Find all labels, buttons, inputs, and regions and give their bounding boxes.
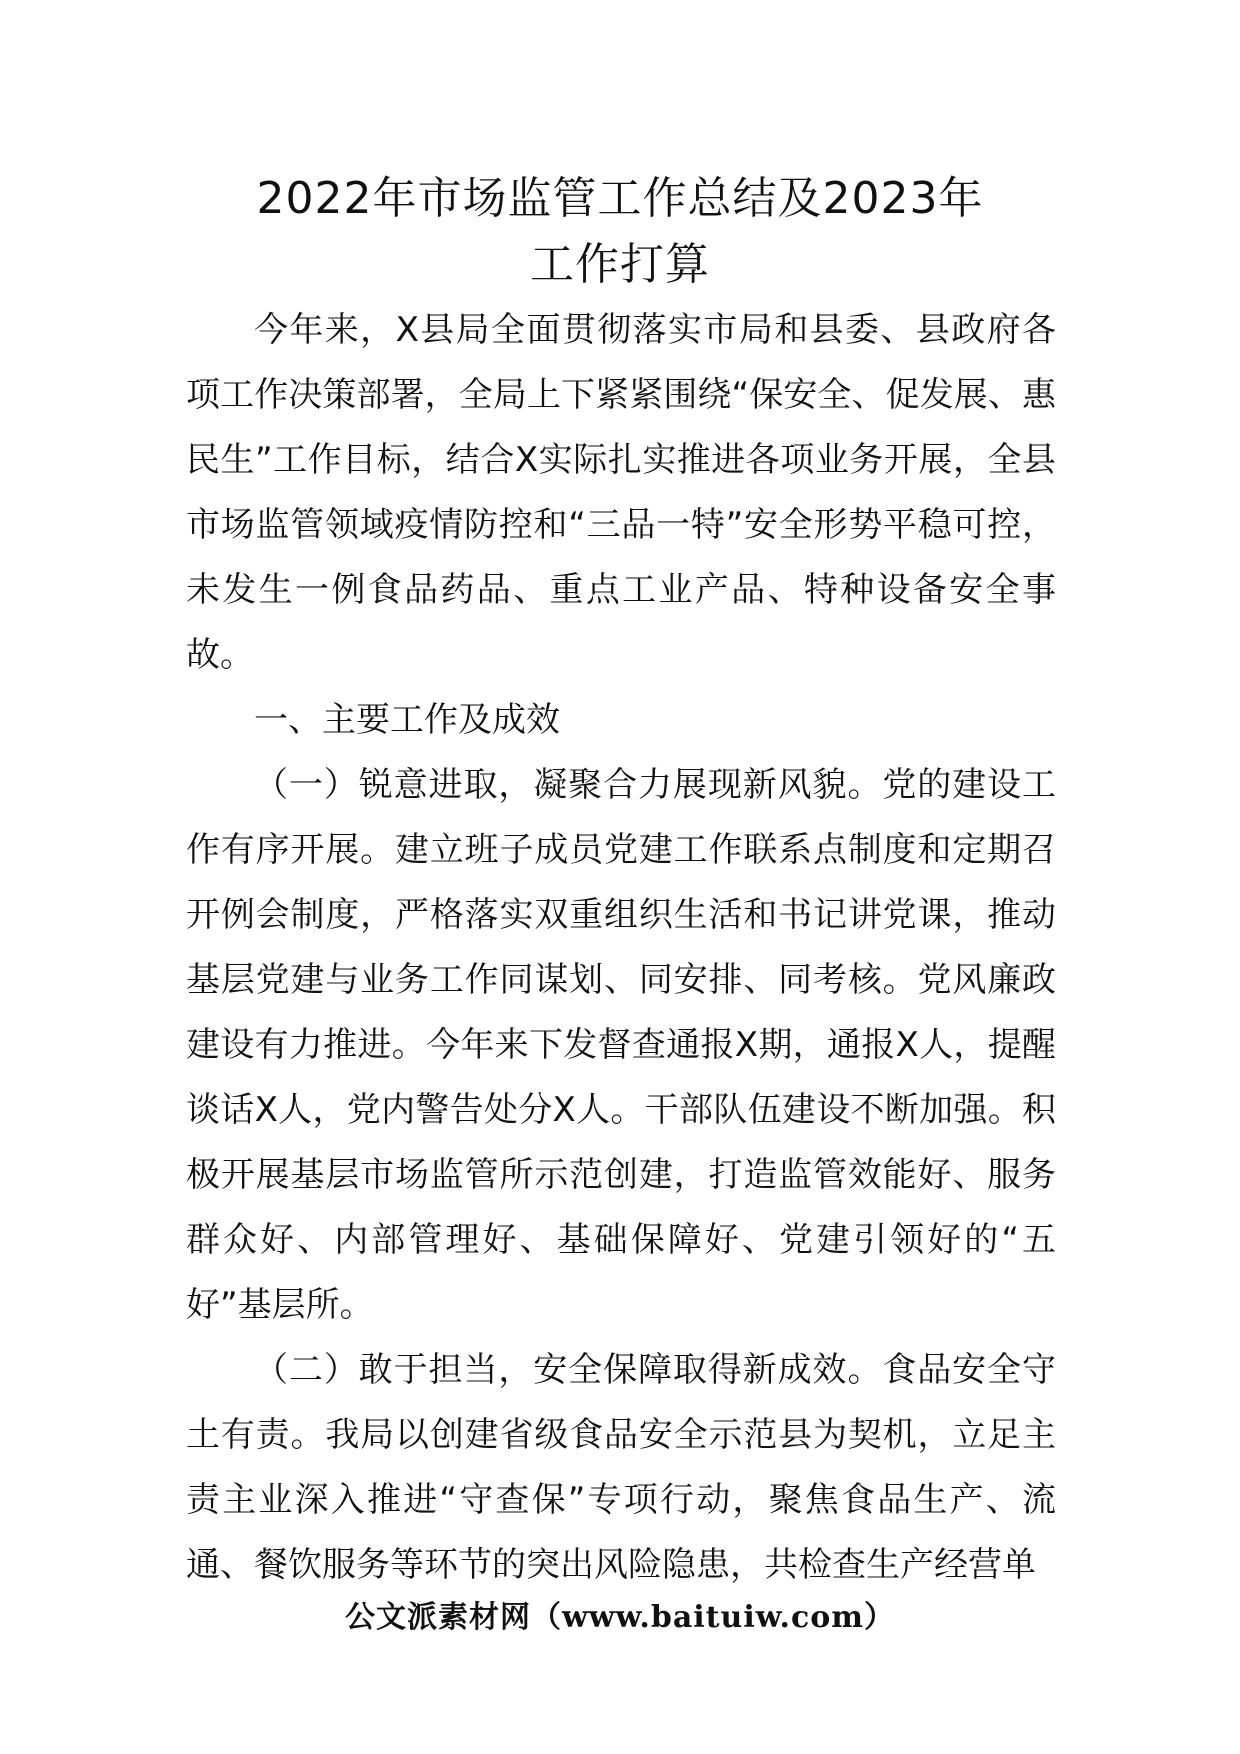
document-title-line-1: 2022年市场监管工作总结及2023年 [256, 173, 984, 224]
footer-watermark: 公文派素材网（www.baituiw.com） [344, 1600, 896, 1635]
body-paragraph: （二）敢于担当，安全保障取得新成效。食品安全守土有责。我局以创建省级食品安全示范县为契机，立足主责主业深入推进“守查保”专项行动，聚焦食品生产、流通、餐饮服务等环节的突出风险隐患，共检查生产经营单 [186, 1350, 1056, 1585]
document-title-line-2: 工作打算 [530, 239, 710, 290]
body-paragraph: （一）锐意进取，凝聚合力展现新风貌。党的建设工作有序开展。建立班子成员党建工作联系点制度和定期召开例会制度，严格落实双重组织生活和书记讲党课，推动基层党建与业务工作同谋划、同安排、同考核。党风廉政建设有力推进。今年来下发督查通报X期，通报X人，提醒谈话X人，党内警告处分X人。干部队伍建设不断加强。积极开展基层市场监管所示范创建，打造监管效能好、服务群众好、内部管理好、基础保障好、党建引领好的“五好”基层所。 [186, 765, 1056, 1325]
section-heading: 一、主要工作及成效 [254, 700, 560, 740]
intro-paragraph: 今年来，X县局全面贯彻落实市局和县委、县政府各项工作决策部署，全局上下紧紧围绕“保安全、促发展、惠民生”工作目标，结合X实际扎实推进各项业务开展，全县市场监管领域疫情防控和“三品一特”安全形势平稳可控，未发生一例食品药品、重点工业产品、特种设备安全事故。 [186, 310, 1056, 675]
document-body [186, 298, 1056, 1598]
